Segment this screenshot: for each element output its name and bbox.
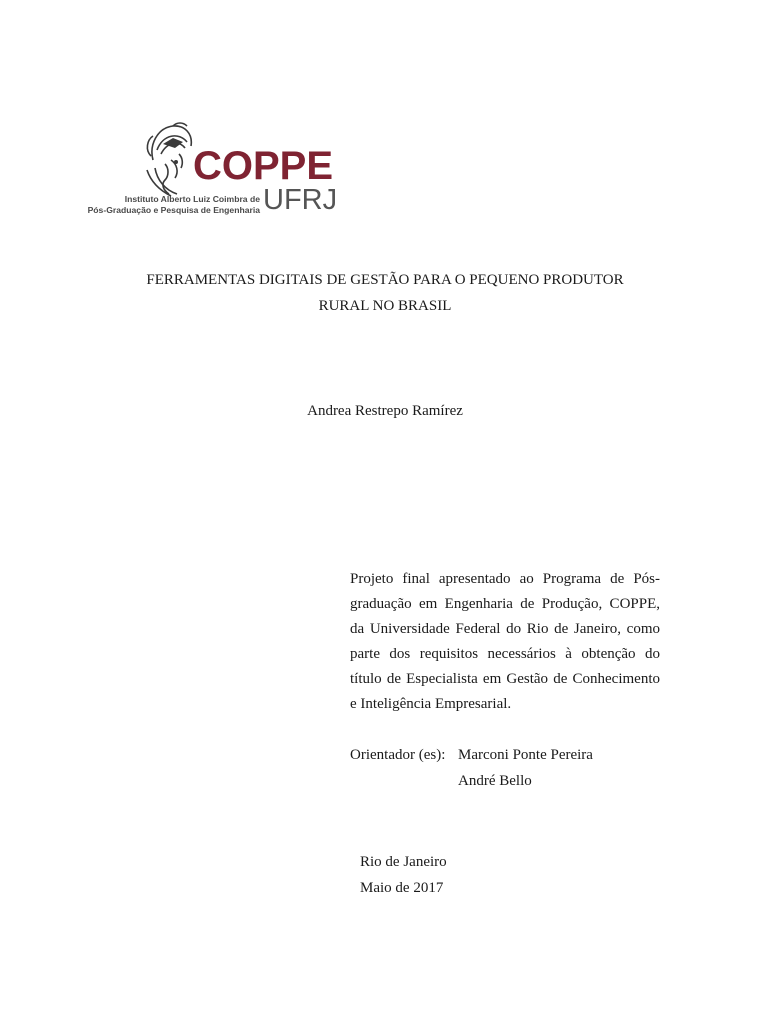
description-line: graduação em Engenharia de Produção, COPPE, xyxy=(350,596,660,612)
institute-name: Instituto Alberto Luiz Coimbra de Pós-Graduação e Pesquisa de Engenharia xyxy=(87,194,260,215)
date: Maio de 2017 xyxy=(360,880,444,896)
description-line: parte dos requisitos necessários à obtenção do xyxy=(350,646,660,662)
title-line-1: FERRAMENTAS DIGITAIS DE GESTÃO PARA O PEQUENO PRODUTOR xyxy=(146,272,624,288)
description-line: Projeto final apresentado ao Programa de Pós- xyxy=(350,571,660,587)
author-name: Andrea Restrepo Ramírez xyxy=(307,403,463,419)
description-line: título de Especialista em Gestão de Conhecimento xyxy=(350,671,660,687)
coppe-wordmark: COPPE xyxy=(193,144,334,188)
coppe-ufrj-logo xyxy=(87,118,345,218)
project-description xyxy=(350,567,660,717)
advisor-name: André Bello xyxy=(458,773,532,789)
place-date-block xyxy=(360,849,447,901)
advisors-label: Orientador (es): xyxy=(350,747,446,763)
document-title xyxy=(0,267,770,319)
title-line-2: RURAL NO BRASIL xyxy=(318,298,452,314)
ufrj-wordmark: UFRJ xyxy=(263,184,338,216)
advisor-name: Marconi Ponte Pereira xyxy=(458,747,593,763)
minerva-head-icon xyxy=(143,120,197,198)
description-line: da Universidade Federal do Rio de Janeiro, como xyxy=(350,621,660,637)
advisors-block xyxy=(350,742,593,794)
description-line: e Inteligência Empresarial. xyxy=(350,696,512,712)
place: Rio de Janeiro xyxy=(360,854,447,870)
